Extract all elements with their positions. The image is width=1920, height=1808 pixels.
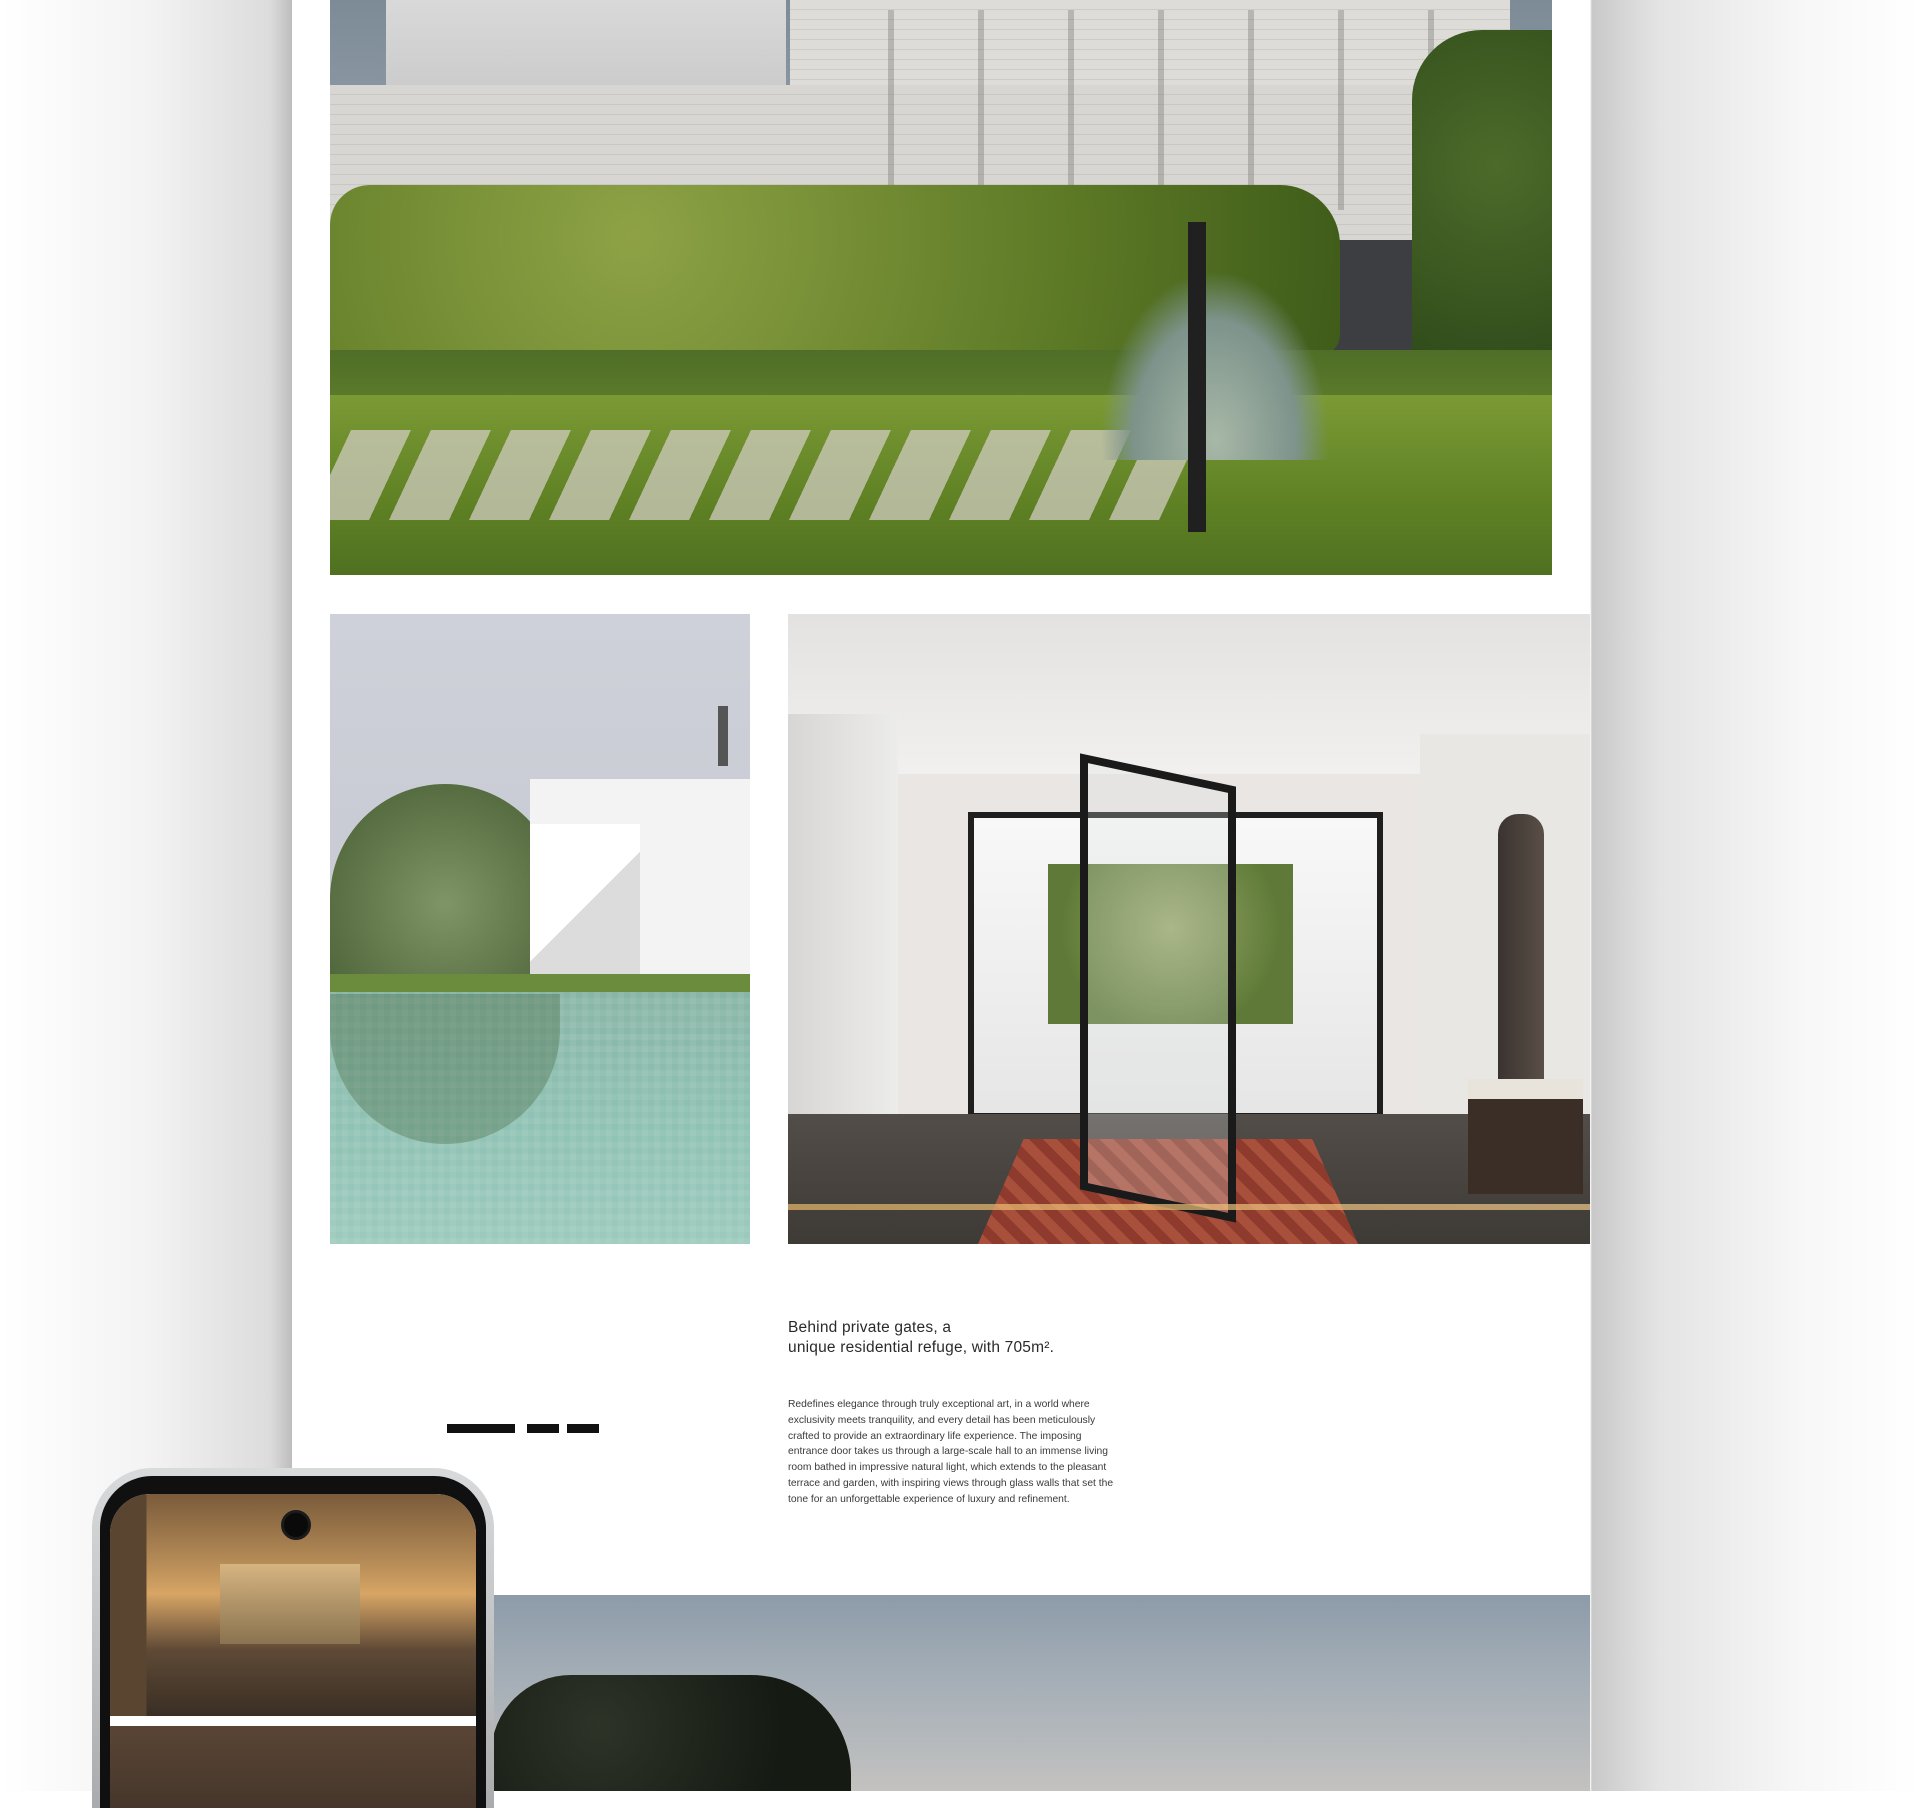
sunset-landscape-photo: [491, 1595, 1590, 1791]
interior-hall-photo: [788, 614, 1590, 1244]
phone-mockup: [92, 1468, 494, 1808]
slide-dash[interactable]: [567, 1424, 599, 1433]
intro-headline: [788, 1318, 1188, 1358]
headline-line-1: Behind private gates, a: [788, 1319, 952, 1336]
pool-photo: [330, 614, 750, 1244]
slide-dash[interactable]: [527, 1424, 559, 1433]
phone-screen: [110, 1494, 476, 1808]
slider-dash-indicator[interactable]: [447, 1424, 599, 1433]
headline-line-2: unique residential refuge, with 705m².: [788, 1339, 1055, 1356]
exterior-garden-photo: [330, 0, 1552, 575]
slide-dash-active[interactable]: [447, 1424, 515, 1433]
camera-icon: [281, 1510, 311, 1540]
intro-body: Redefines elegance through truly exceptional art, in a world where exclusivity meets tranquility, and every detail has been meticulously crafted to provide an extraordinary life experience. The imposing entrance door takes us through a large-scale hall to an immense living room bathed in impressive natural light, which extends to the pleasant terrace and garden, with inspiring views through glass walls that set the tone for an unforgettable experience of luxury and refinement.: [788, 1399, 1114, 1505]
phone-second-photo: [110, 1726, 476, 1808]
